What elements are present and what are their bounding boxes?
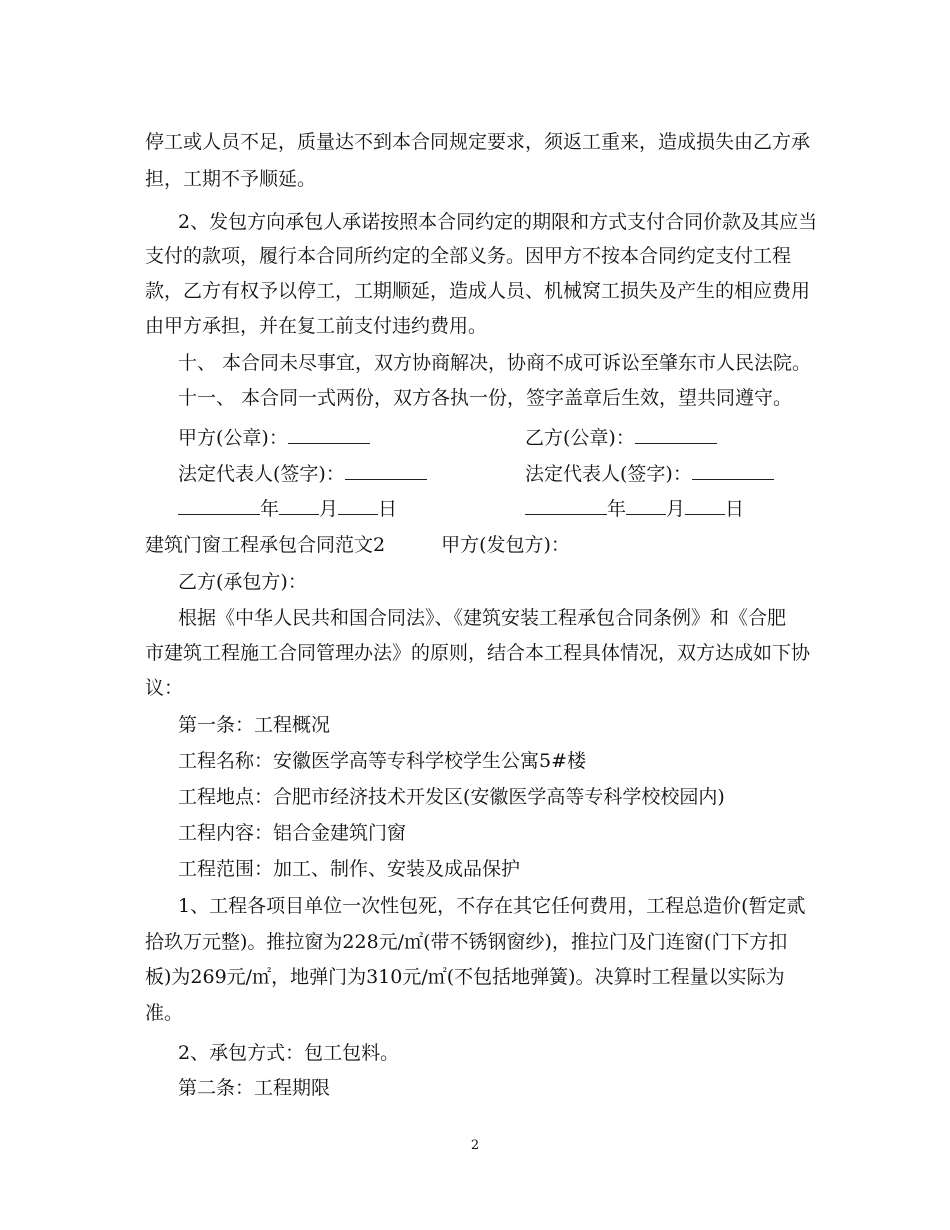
year-blank	[525, 496, 607, 515]
paragraph-line: 市建筑工程施工合同管理办法》的原则，结合本工程具体情况，双方达成如下协	[145, 642, 811, 664]
rep-a	[178, 461, 427, 486]
month-blank	[279, 496, 319, 515]
party-b-label: 乙方(承包方)：	[178, 571, 307, 593]
rep-b	[525, 461, 774, 486]
paragraph-line: 议：	[145, 677, 184, 699]
year-blank	[178, 496, 260, 515]
article-two-heading: 第二条：工程期限	[178, 1077, 331, 1099]
party-b-seal-blank	[635, 425, 717, 444]
party-a-seal-blank	[288, 425, 370, 444]
month-blank	[626, 496, 666, 515]
article-one-heading: 第一条：工程概况	[178, 714, 331, 736]
day-blank	[685, 496, 725, 515]
party-b-seal-label: 乙方(公章)：	[525, 427, 635, 449]
party-a-label: 甲方(发包方)：	[441, 534, 570, 556]
project-name: 工程名称：安徽医学高等专科学校学生公寓5#楼	[178, 750, 587, 772]
rep-b-label: 法定代表人(签字)：	[525, 463, 692, 485]
project-content: 工程内容：铝合金建筑门窗	[178, 822, 407, 844]
rep-a-label: 法定代表人(签字)：	[178, 463, 345, 485]
year-label: 年	[260, 498, 280, 520]
second-contract-heading	[145, 533, 570, 557]
page-number: 2	[470, 1138, 480, 1153]
rep-a-blank	[345, 461, 427, 480]
project-scope: 工程范围：加工、制作、安装及成品保护	[178, 858, 521, 880]
paragraph-line: 担，工期不予顺延。	[145, 168, 317, 190]
month-label: 月	[666, 498, 686, 520]
paragraph-line: 准。	[145, 1002, 184, 1024]
party-b-seal	[525, 425, 717, 450]
date-a	[178, 496, 397, 521]
paragraph-line: 支付的款项，履行本合同所约定的全部义务。因甲方不按本合同约定支付工程	[145, 245, 792, 267]
party-a-seal	[178, 425, 370, 450]
rep-b-blank	[692, 461, 774, 480]
paragraph-line: 1、工程各项目单位一次性包死，不存在其它任何费用，工程总造价(暂定贰	[178, 895, 806, 917]
clause-eleven: 十一、 本合同一式两份，双方各执一份，签字盖章后生效，望共同遵守。	[178, 387, 793, 409]
project-location: 工程地点：合肥市经济技术开发区(安徽医学高等专科学校校园内)	[178, 786, 725, 808]
contract-method: 2、承包方式：包工包料。	[178, 1042, 400, 1064]
paragraph-line: 由甲方承担，并在复工前支付违约费用。	[145, 315, 488, 337]
paragraph-line: 拾玖万元整)。推拉窗为228元/㎡(带不锈钢窗纱)，推拉门及门连窗(门下方扣	[145, 931, 788, 953]
year-label: 年	[607, 498, 627, 520]
party-a-seal-label: 甲方(公章)：	[178, 427, 288, 449]
day-blank	[338, 496, 378, 515]
month-label: 月	[319, 498, 339, 520]
paragraph-line: 板)为269元/㎡，地弹门为310元/㎡(不包括地弹簧)。决算时工程量以实际为	[145, 966, 785, 988]
date-b	[525, 496, 744, 521]
paragraph-line: 停工或人员不足，质量达不到本合同规定要求，须返工重来，造成损失由乙方承	[145, 131, 811, 153]
day-label: 日	[378, 498, 398, 520]
paragraph-line: 2、发包方向承包人承诺按照本合同约定的期限和方式支付合同价款及其应当	[178, 211, 818, 233]
paragraph-line: 款，乙方有权予以停工，工期顺延，造成人员、机械窝工损失及产生的相应费用	[145, 280, 811, 302]
clause-ten: 十、 本合同未尽事宜，双方协商解决，协商不成可诉讼至肇东市人民法院。	[178, 352, 812, 374]
day-label: 日	[725, 498, 745, 520]
contract-title: 建筑门窗工程承包合同范文2	[145, 534, 386, 556]
paragraph-line: 根据《中华人民共和国合同法》、《建筑安装工程承包合同条例》和《合肥	[178, 607, 787, 629]
